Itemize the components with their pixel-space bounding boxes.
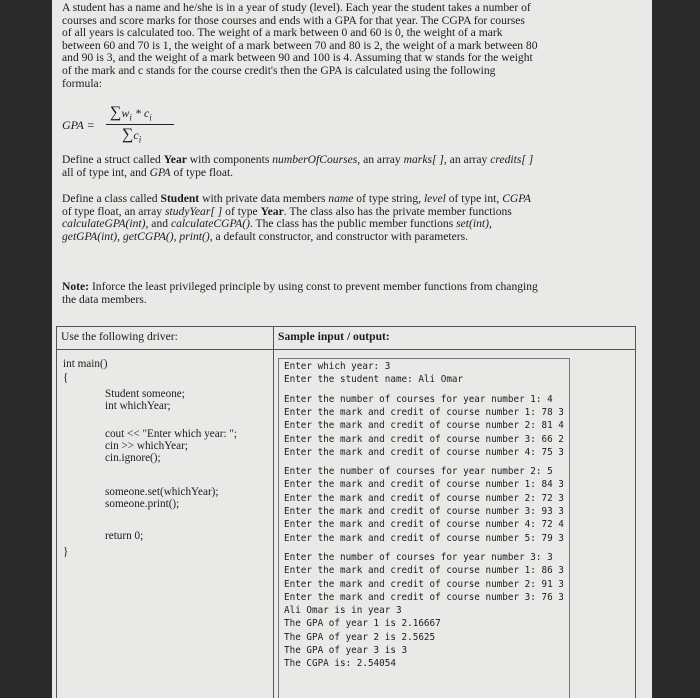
console-line: Ali Omar is in year 3 [284, 605, 402, 617]
console-line: Enter the mark and credit of course number 4: 75 3 [284, 446, 564, 458]
code-decl-year: int whichYear; [105, 400, 171, 412]
code-main: int main() [63, 358, 108, 370]
console-line: Enter the mark and credit of course number 1: 86 3 [284, 565, 564, 577]
intro-line: courses and score marks for those courses and ends with a GPA for that year. The CGPA for courses [62, 13, 525, 27]
note-paragraph: Note: Inforce the least privileged principle by using const to prevent member functions from changing the data members. [62, 280, 538, 306]
console-line: Enter the mark and credit of course number 1: 84 3 [284, 479, 564, 491]
gpa-formula [62, 104, 262, 150]
console-line: Enter the number of courses for year number 2: 5 [284, 466, 553, 478]
intro-line: and 90 is 3, and the weight of a mark between 90 and 100 is 4. Assuming that w stands for the weight [62, 51, 533, 65]
driver-header: Use the following driver: [57, 327, 274, 350]
console-line: Enter the mark and credit of course number 2: 91 3 [284, 578, 564, 590]
code-cin: cin >> whichYear; [105, 440, 188, 452]
intro-paragraph [62, 2, 592, 90]
sample-output-cell [274, 350, 636, 698]
console-line: Enter the mark and credit of course number 5: 79 3 [284, 532, 564, 544]
console-line: Enter the mark and credit of course number 2: 72 3 [284, 492, 564, 504]
code-set: someone.set(whichYear); [105, 486, 219, 498]
console-line: The GPA of year 3 is 3 [284, 645, 408, 656]
console-line: The GPA of year 1 is 2.16667 [284, 618, 441, 630]
driver-code-cell [57, 350, 274, 698]
sample-io-header: Sample input / output: [274, 327, 636, 350]
intro-line: A student has a name and he/she is in a year of study (level). Each year the student takes a number of [62, 1, 531, 14]
console-line: Enter the number of courses for year number 1: 4 [284, 393, 553, 405]
console-line: Enter the student name: Ali Omar [284, 374, 464, 386]
intro-line: of the mark and c stands for the course credit's then the GPA is calculated using the following [62, 63, 496, 77]
intro-line: formula: [62, 76, 102, 90]
console-line: Enter the mark and credit of course number 4: 72 4 [284, 519, 564, 531]
intro-line: between 60 and 70 is 1, the weight of a mark between 70 and 80 is 2, the weight of a mark between 80 [62, 38, 538, 52]
code-ignore: cin.ignore(); [105, 452, 161, 464]
console-line: Enter the mark and credit of course number 2: 81 4 [284, 420, 564, 432]
console-output [278, 358, 570, 698]
code-cout: cout << "Enter which year: "; [105, 428, 238, 440]
formula-lhs: GPA = [62, 118, 95, 132]
intro-line: of all years is calculated too. The weight of a mark between 0 and 60 is 0, the weight of a mark [62, 26, 503, 40]
document-page [52, 0, 652, 698]
console-line: Enter which year: 3 [284, 361, 391, 372]
driver-table [56, 326, 636, 698]
console-line: Enter the mark and credit of course number 3: 93 3 [284, 506, 564, 517]
formula-numerator: $\sum w_i * c_i$ [110, 104, 152, 123]
console-line: Enter the mark and credit of course number 1: 78 3 [284, 406, 564, 418]
console-line: The CGPA is: 2.54054 [284, 658, 396, 670]
formula-denominator: $\sum c_i$ [122, 126, 142, 145]
console-line: Enter the mark and credit of course number 3: 66 2 [284, 433, 564, 445]
code-print: someone.print(); [105, 498, 180, 510]
code-open-brace: { [63, 372, 69, 384]
console-line: Enter the number of courses for year number 3: 3 [284, 551, 553, 563]
code-return: return 0; [105, 530, 144, 542]
formula-fraction-bar [106, 124, 174, 125]
class-paragraph: Define a class called Student with private data members name of type string, level of type int, CGPA of type float, an array studyYear[ ] of type Year. The class also has the private member functions calculateGPA(int), and calculateCGPA(). The class has the public member functions set(int), getGPA(int), getCGPA(), print(), a default constructor, and constructor with parameters. [62, 192, 531, 243]
console-line: Enter the mark and credit of course number 3: 76 3 [284, 591, 564, 603]
code-decl-student: Student someone; [105, 388, 185, 400]
console-line: The GPA of year 2 is 2.5625 [284, 631, 436, 643]
code-close-brace: } [63, 546, 69, 558]
struct-paragraph: Define a struct called Year with components numberOfCourses, an array marks[ ], an array credits[ ] all of type int, and GPA of type float. [62, 153, 534, 179]
